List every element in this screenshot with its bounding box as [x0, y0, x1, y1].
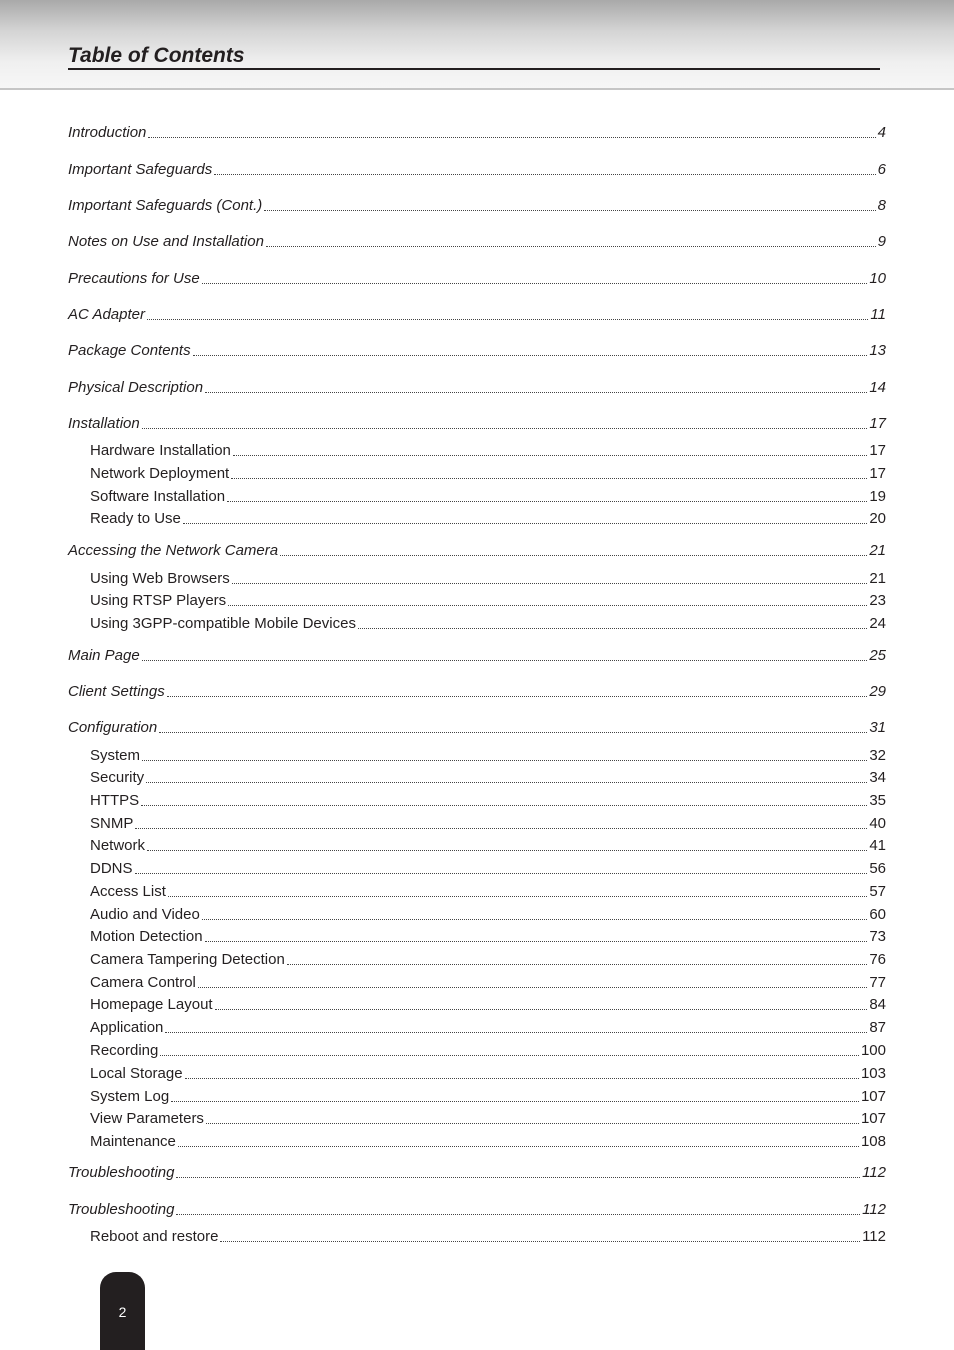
dot-leader [146, 781, 867, 783]
toc-entry[interactable] [68, 542, 886, 560]
toc-entry-label: Reboot and restore [90, 1228, 219, 1245]
toc-entry-page: 112 [862, 1201, 886, 1218]
toc-entry[interactable] [90, 1110, 886, 1128]
toc-entry-label: Main Page [68, 647, 140, 664]
toc-entry[interactable] [68, 342, 886, 360]
toc-entry[interactable] [90, 615, 886, 633]
toc-entry[interactable] [68, 124, 886, 142]
toc-entry-page: 56 [869, 860, 886, 877]
toc-entry-label: SNMP [90, 815, 134, 832]
toc-entry[interactable] [68, 197, 886, 215]
toc-entry-label: Access List [90, 883, 166, 900]
dot-leader [233, 454, 867, 456]
toc-entry[interactable] [90, 906, 886, 924]
dot-leader [135, 827, 867, 829]
toc-entry[interactable] [90, 769, 886, 787]
toc-entry-page: 21 [869, 570, 886, 587]
toc-entry[interactable] [68, 270, 886, 288]
toc-entry-page: 87 [869, 1019, 886, 1036]
toc-entry-page: 107 [860, 1110, 886, 1127]
dot-leader [168, 895, 867, 897]
dot-leader [142, 427, 868, 429]
dot-leader [142, 759, 867, 761]
toc-entry-page: 13 [869, 342, 886, 359]
toc-entry[interactable] [90, 1065, 886, 1083]
toc-entry-label: View Parameters [90, 1110, 204, 1127]
toc-entry-label: Precautions for Use [68, 270, 200, 287]
toc-entry[interactable] [90, 974, 886, 992]
toc-entry-page: 100 [860, 1042, 886, 1059]
toc-entry-label: Camera Control [90, 974, 196, 991]
toc-entry-page: 19 [869, 488, 886, 505]
toc-entry[interactable] [90, 488, 886, 506]
toc-entry[interactable] [90, 570, 886, 588]
dot-leader [147, 318, 868, 320]
dot-leader [185, 1077, 859, 1079]
toc-entry-label: Network [90, 837, 146, 854]
toc-entry-label: Introduction [68, 124, 147, 141]
toc-entry[interactable] [90, 442, 886, 460]
dot-leader [198, 986, 867, 988]
toc-entry-page: 4 [877, 124, 886, 141]
toc-entry[interactable] [68, 379, 886, 397]
toc-entry-page: 23 [869, 592, 886, 609]
toc-entry-label: AC Adapter [68, 306, 145, 323]
dot-leader [167, 695, 868, 697]
dot-leader [183, 522, 867, 524]
toc-entry-page: 112 [862, 1164, 886, 1181]
toc-entry[interactable] [90, 1228, 886, 1246]
toc-entry[interactable] [68, 719, 886, 737]
toc-entry-label: Notes on Use and Installation [68, 233, 264, 250]
dot-leader [266, 245, 876, 247]
toc-entry-label: Client Settings [68, 683, 165, 700]
toc-entry[interactable] [68, 647, 886, 665]
dot-leader [264, 209, 875, 211]
dot-leader [206, 1122, 859, 1124]
toc-entry[interactable] [90, 747, 886, 765]
toc-entry-page: 32 [869, 747, 886, 764]
toc-entry[interactable] [68, 415, 886, 433]
toc-entry[interactable] [68, 233, 886, 251]
toc-entry[interactable] [90, 1019, 886, 1037]
dot-leader [142, 659, 868, 661]
toc-entry-label: Troubleshooting [68, 1164, 175, 1181]
dot-leader [160, 1054, 859, 1056]
dot-leader [231, 477, 867, 479]
dot-leader [135, 872, 868, 874]
toc-entry-page: 14 [869, 379, 886, 396]
toc-entry-page: 84 [869, 996, 886, 1013]
dot-leader [227, 500, 867, 502]
dot-leader [202, 918, 867, 920]
toc-entry-label: Ready to Use [90, 510, 181, 527]
dot-leader [141, 804, 867, 806]
toc-entry-page: 60 [869, 906, 886, 923]
toc-entry-label: System [90, 747, 141, 764]
toc-entry[interactable] [90, 792, 886, 810]
toc-entry-label: Software Installation [90, 488, 226, 505]
toc-entry-label: Recording [90, 1042, 159, 1059]
toc-entry[interactable] [90, 510, 886, 528]
toc-entry-page: 17 [869, 465, 886, 482]
toc-entry-label: Network Deployment [90, 465, 230, 482]
dot-leader [232, 582, 868, 584]
toc-entry[interactable] [90, 1042, 886, 1060]
toc-entry-label: Installation [68, 415, 140, 432]
toc-entry-page: 10 [869, 270, 886, 287]
toc-entry-label: Accessing the Network Camera [68, 542, 279, 559]
toc-entry-page: 25 [869, 647, 886, 664]
toc-entry-label: Local Storage [90, 1065, 183, 1082]
table-of-contents [68, 0, 886, 1350]
toc-entry-page: 20 [869, 510, 886, 527]
dot-leader [215, 1008, 868, 1010]
toc-entry-page: 77 [869, 974, 886, 991]
dot-leader [176, 1213, 860, 1215]
toc-entry-page: 9 [877, 233, 886, 250]
toc-entry[interactable] [90, 996, 886, 1014]
toc-entry[interactable] [90, 837, 886, 855]
dot-leader [159, 731, 867, 733]
dot-leader [205, 940, 868, 942]
toc-entry[interactable] [90, 815, 886, 833]
toc-entry[interactable] [90, 928, 886, 946]
toc-entry[interactable] [90, 860, 886, 878]
dot-leader [165, 1031, 867, 1033]
dot-leader [202, 282, 868, 284]
toc-entry[interactable] [90, 465, 886, 483]
toc-entry-label: Maintenance [90, 1133, 176, 1150]
toc-entry[interactable] [90, 1133, 886, 1151]
dot-leader [220, 1240, 860, 1242]
page-number: 2 [118, 1304, 127, 1320]
dot-leader [176, 1176, 860, 1178]
dot-leader [358, 627, 867, 629]
toc-entry[interactable] [90, 951, 886, 969]
toc-entry-page: 21 [869, 542, 886, 559]
dot-leader [228, 604, 867, 606]
toc-entry-label: HTTPS [90, 792, 140, 809]
toc-entry-page: 41 [869, 837, 886, 854]
page-number-tab [100, 1272, 145, 1350]
toc-entry-page: 34 [869, 769, 886, 786]
dot-leader [214, 173, 875, 175]
toc-entry-label: Physical Description [68, 379, 204, 396]
toc-entry-page: 6 [877, 161, 886, 178]
dot-leader [193, 354, 868, 356]
toc-entry[interactable] [90, 883, 886, 901]
toc-entry-page: 103 [860, 1065, 886, 1082]
toc-entry-label: DDNS [90, 860, 133, 877]
toc-entry-label: Using RTSP Players [90, 592, 227, 609]
toc-entry-label: Audio and Video [90, 906, 200, 923]
toc-entry-page: 112 [862, 1228, 886, 1245]
toc-entry-label: System Log [90, 1088, 170, 1105]
toc-entry-label: Application [90, 1019, 164, 1036]
toc-entry-label: Configuration [68, 719, 158, 736]
page-title: Table of Contents [68, 44, 880, 70]
toc-entry-label: Using Web Browsers [90, 570, 230, 587]
toc-entry[interactable] [68, 1164, 886, 1182]
toc-entry-page: 8 [877, 197, 886, 214]
toc-entry-page: 73 [869, 928, 886, 945]
toc-entry-page: 29 [869, 683, 886, 700]
dot-leader [280, 554, 867, 556]
dot-leader [178, 1145, 859, 1147]
toc-entry-page: 24 [869, 615, 886, 632]
toc-entry[interactable] [90, 1088, 886, 1106]
toc-entry-page: 57 [869, 883, 886, 900]
toc-entry-page: 17 [869, 415, 886, 432]
toc-entry-label: Package Contents [68, 342, 191, 359]
toc-entry-label: Important Safeguards [68, 161, 213, 178]
toc-entry-label: Security [90, 769, 145, 786]
toc-entry-page: 11 [870, 306, 886, 323]
toc-entry-label: Hardware Installation [90, 442, 231, 459]
toc-entry-label: Motion Detection [90, 928, 203, 945]
toc-entry-label: Using 3GPP-compatible Mobile Devices [90, 615, 356, 632]
toc-entry[interactable] [68, 161, 886, 179]
dot-leader [287, 963, 867, 965]
toc-entry[interactable] [68, 1201, 886, 1219]
dot-leader [171, 1100, 859, 1102]
dot-leader [147, 849, 867, 851]
toc-entry-label: Homepage Layout [90, 996, 213, 1013]
dot-leader [148, 136, 875, 138]
toc-entry-label: Troubleshooting [68, 1201, 175, 1218]
dot-leader [205, 391, 867, 393]
toc-entry[interactable] [68, 306, 886, 324]
toc-entry-label: Camera Tampering Detection [90, 951, 285, 968]
toc-entry-page: 108 [860, 1133, 886, 1150]
toc-entry-page: 35 [869, 792, 886, 809]
toc-entry[interactable] [90, 592, 886, 610]
toc-entry-page: 17 [869, 442, 886, 459]
toc-entry[interactable] [68, 683, 886, 701]
toc-entry-page: 76 [869, 951, 886, 968]
toc-entry-page: 40 [869, 815, 886, 832]
toc-entry-page: 31 [869, 719, 886, 736]
toc-entry-label: Important Safeguards (Cont.) [68, 197, 263, 214]
toc-entry-page: 107 [860, 1088, 886, 1105]
